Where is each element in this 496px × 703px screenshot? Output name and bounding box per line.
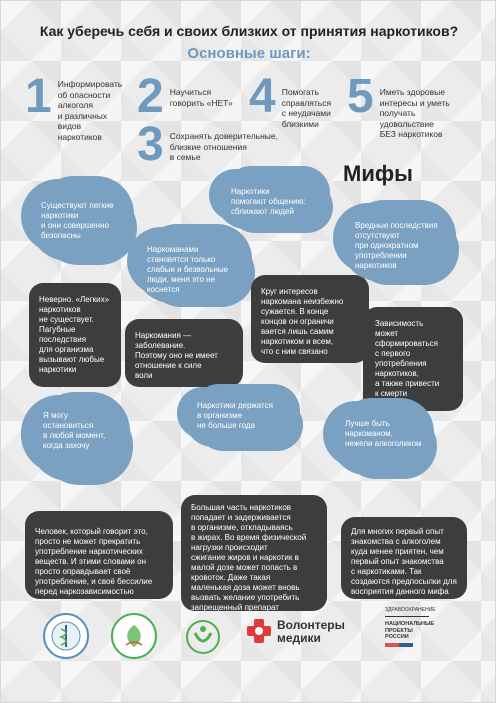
- answer-text: Круг интересов наркомана неизбежно сужается. В конце концов он ограничи вается лишь самим наркотиком и всем, что с ним связано: [261, 287, 344, 356]
- step-1: [25, 70, 123, 142]
- myth-cloud-2: [135, 231, 247, 303]
- myth-text: Существуют легкие наркотики и они совершенно безопасны: [41, 201, 114, 240]
- answer-bubble-1: [29, 283, 121, 387]
- step-text: Иметь здоровые интересы и уметь получать удовольствие БЕЗ наркотиков: [379, 87, 450, 139]
- step-text: Помогать справляться с неудачами близкими: [281, 87, 332, 129]
- myth-text: Вредные последствия отсутствуют при однократном употреблении наркотиков: [355, 221, 438, 270]
- step-text: Научиться говорить «НЕТ»: [169, 87, 233, 108]
- answer-bubble-5: [25, 511, 173, 599]
- myth-text: Наркоманами становятся только слабые и безвольные люди, меня это не коснется: [147, 245, 229, 294]
- step-5: [347, 70, 450, 140]
- answer-bubble-6: [181, 495, 327, 611]
- myth-text: Лучше быть наркоманом, нежели алкоголиком: [345, 419, 422, 448]
- answer-text: Неверно. «Легких» наркотиков не существует. Пагубные последствия для организма вызывают любые наркотики: [39, 295, 110, 374]
- myth-text: Наркотики держатся в организме не больше года: [197, 401, 273, 430]
- page-title: Как уберечь себя и своих близких от принятия наркотиков?: [39, 23, 459, 39]
- answer-text: Зависимость может сформироваться с первого употребления наркотиков, а также привести к смерти: [375, 319, 440, 398]
- step-4: [249, 70, 332, 129]
- step-3: [137, 118, 278, 171]
- myth-cloud-7: [331, 405, 429, 475]
- ministry-health-logo: [43, 613, 89, 659]
- answer-text: Большая часть наркотиков попадает и задерживается в организме, откладываясь в жирах. Во время физической нагрузки происходит сжигание жиров и наркотик в малой дозе может попасть в кровоток. Даже такая маленькая доза может вновь вызвать желание употребить запрещенный препарат: [191, 503, 307, 612]
- volunteers-cross-icon: [245, 617, 273, 645]
- myth-cloud-1: [29, 183, 129, 261]
- national-projects-logo: [385, 607, 455, 663]
- answer-bubble-7: [341, 517, 467, 599]
- step-number: 3: [137, 118, 164, 171]
- volunteers-line2: медики: [277, 631, 321, 645]
- health-center-logo: [111, 613, 157, 659]
- answer-text: Человек, который говорит это, просто не может прекратить употребление наркотических веществ. И этими словами он просто оправдывает своё употребление, и своё бессилие перед наркозависимостью: [35, 527, 153, 596]
- answer-text: Для многих первый опыт знакомства с алкоголем куда менее приятен, чем первый опыт знакомства с наркотиками. Так создаются предпосылки для восприятия данного мифа: [351, 527, 457, 596]
- step-number: 1: [25, 70, 52, 123]
- np-top-label: ЗДРАВООХРАНЕНИЕ: [385, 607, 436, 613]
- volunteers-line1: Волонтеры: [277, 618, 345, 632]
- myth-cloud-3: [217, 173, 325, 229]
- staff-snake-icon: [45, 615, 87, 657]
- myths-title: Мифы: [343, 161, 413, 186]
- step-text: Информировать об опасности алкоголя и различных видов наркотиков: [57, 79, 123, 142]
- answer-bubble-4: [363, 307, 463, 411]
- myth-cloud-6: [185, 391, 295, 447]
- step-number: 5: [347, 70, 374, 123]
- myth-cloud-4: [341, 207, 451, 281]
- step-number: 2: [137, 70, 164, 123]
- leaf-hands-icon: [113, 615, 155, 657]
- step-2: [137, 70, 233, 123]
- np-text: НАЦИОНАЛЬНЫЕ ПРОЕКТЫ РОССИИ: [385, 621, 435, 640]
- myth-text: Я могу остановиться в любой момент, когда захочу: [43, 411, 106, 450]
- step-number: 4: [249, 70, 276, 123]
- answer-text: Наркомания — заболевание. Поэтому оно не имеет отношение к силе воли: [135, 331, 218, 380]
- myth-cloud-5: [29, 399, 125, 481]
- person-heart-icon: [179, 613, 227, 661]
- step-text: Сохранять доверительные, близкие отношения в семье: [169, 131, 278, 162]
- prevention-center-logo: [179, 613, 227, 661]
- answer-bubble-2: [125, 319, 243, 387]
- page-subtitle: Основные шаги:: [187, 45, 311, 62]
- answer-bubble-3: [251, 275, 369, 363]
- myth-text: Наркотики помогают общению: сближают людей: [231, 187, 306, 216]
